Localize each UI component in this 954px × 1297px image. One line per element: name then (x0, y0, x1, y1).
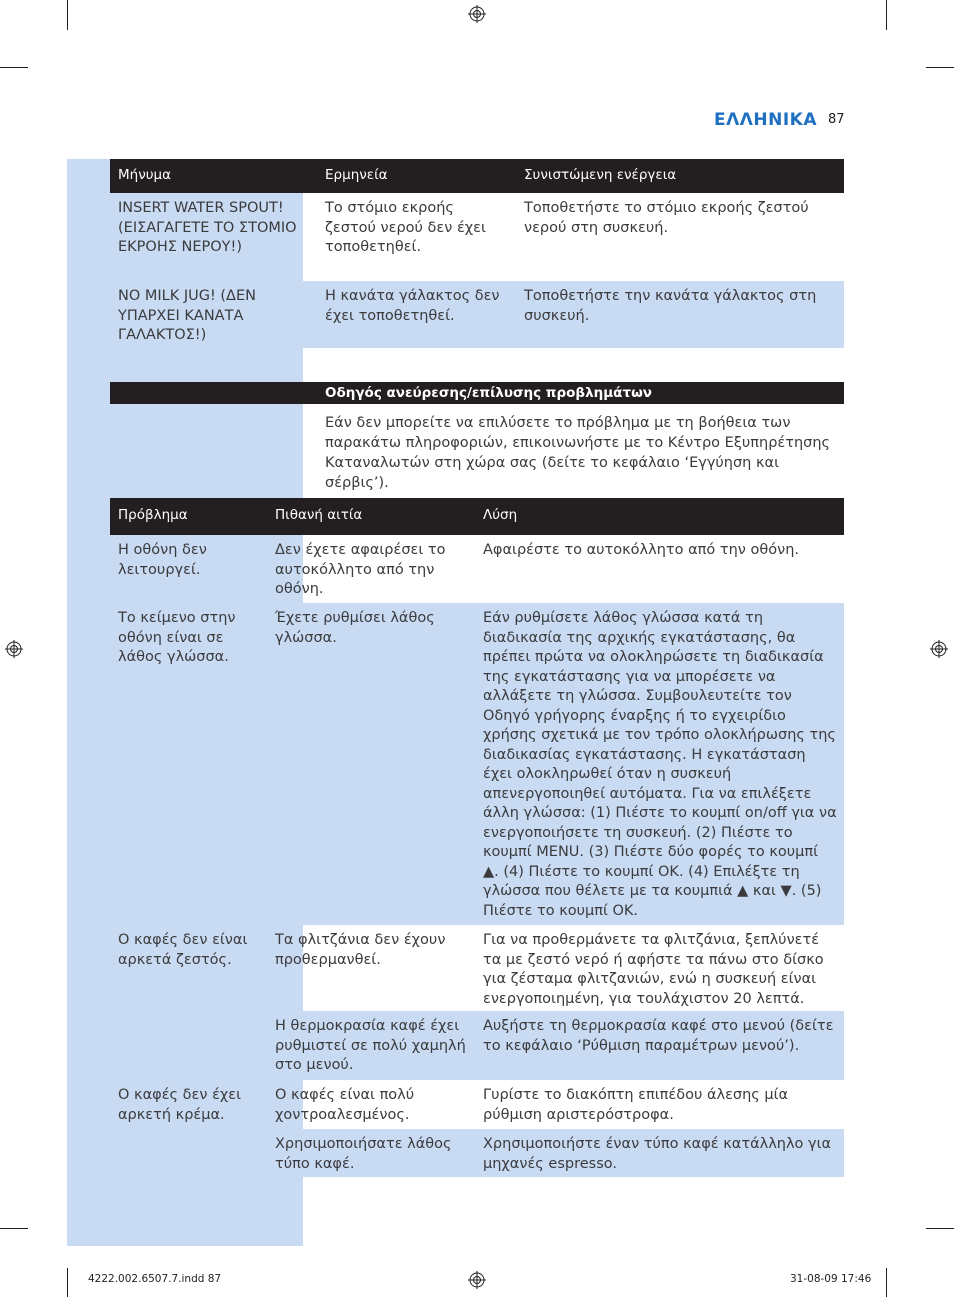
footer-date: 31-08-09 17:46 (790, 1273, 872, 1285)
crop-mark (0, 67, 28, 68)
registration-mark-icon (930, 640, 948, 658)
crop-mark (0, 1228, 28, 1229)
troubleshooting-table (110, 498, 844, 1177)
column-header: Μήνυμα (118, 167, 172, 183)
column-header: Συνιστώμενη ενέργεια (524, 167, 677, 183)
messages-table (110, 159, 844, 348)
message-cell: INSERT WATER SPOUT! (ΕΙΣΑΓΑΓΕΤΕ ΤΟ ΣΤΟΜΙΟ ΕΚΡΟΗΣ ΝΕΡΟΥ!) (118, 200, 297, 255)
cause-cell: Ο καφές είναι πολύ χοντροαλεσμένος. (275, 1087, 415, 1123)
intro-paragraph: Εάν δεν μπορείτε να επιλύσετε το πρόβλημα με τη βοήθεια των παρακάτω πληροφοριών, επικοινωνήστε με το Κέντρο Εξυπηρέτησης Καταναλωτών στη χώρα σας (δείτε το κεφάλαιο ‘Εγγύηση και σέρβις’). (325, 415, 831, 491)
table-header (110, 159, 844, 193)
meaning-cell: Το στόμιο εκροής ζεστού νερού δεν έχει τοποθετηθεί. (325, 200, 486, 255)
table-row (110, 1011, 844, 1080)
cause-cell: Η θερμοκρασία καφέ έχει ρυθμιστεί σε πολύ χαμηλή στο μενού. (275, 1018, 466, 1073)
solution-cell: Για να προθερμάνετε τα φλιτζάνια, ξεπλύνετέ τα με ζεστό νερό ή αφήστε τα πάνω στο δίσκο για ζέσταμα φλιτζανιών, ενώ η συσκευή είναι ενεργοποιημένη, για τουλάχιστον 20 λεπτά. (483, 932, 824, 1007)
section-title: Οδηγός ανεύρεσης/επίλυσης προβλημάτων (325, 385, 652, 401)
column-header: Πρόβλημα (118, 507, 188, 523)
column-header: Ερμηνεία (325, 167, 388, 183)
problem-cell: Η οθόνη δεν λειτουργεί. (118, 542, 207, 578)
cause-cell: Δεν έχετε αφαιρέσει το αυτοκόλλητο από την οθόνη. (275, 542, 446, 597)
table-row (110, 603, 844, 925)
meaning-cell: Η κανάτα γάλακτος δεν έχει τοποθετηθεί. (325, 288, 500, 324)
problem-cell: Ο καφές δεν είναι αρκετά ζεστός. (118, 932, 248, 968)
crop-mark (926, 1228, 954, 1229)
language-heading: ΕΛΛΗΝΙΚΑ (713, 110, 817, 130)
registration-mark-icon (5, 640, 23, 658)
column-header: Πιθανή αιτία (275, 507, 363, 523)
problem-cell: Ο καφές δεν έχει αρκετή κρέμα. (118, 1087, 242, 1123)
page-number: 87 (828, 112, 845, 127)
cause-cell: Χρησιμοποιήσατε λάθος τύπο καφέ. (275, 1136, 452, 1172)
registration-mark-icon (468, 5, 486, 23)
crop-mark (886, 0, 887, 30)
solution-cell: Αυξήστε τη θερμοκρασία καφέ στο μενού (δείτε το κεφάλαιο ‘Ρύθμιση παραμέτρων μενού’). (483, 1018, 834, 1054)
table-row (110, 925, 844, 1011)
crop-mark (67, 1268, 68, 1297)
cause-cell: Τα φλιτζάνια δεν έχουν προθερμανθεί. (275, 932, 446, 968)
table-row (110, 1129, 844, 1177)
crop-mark (67, 0, 68, 30)
solution-cell: Αφαιρέστε το αυτοκόλλητο από την οθόνη. (483, 542, 800, 558)
table-row (110, 1080, 844, 1129)
message-cell: NO MILK JUG! (ΔΕΝ ΥΠΑΡΧΕΙ ΚΑΝΑΤΑ ΓΑΛΑΚΤΟΣ!) (118, 288, 256, 343)
table-row (110, 535, 844, 603)
registration-mark-icon (468, 1271, 486, 1289)
problem-cell: Το κείμενο στην οθόνη είναι σε λάθος γλώσσα. (118, 610, 236, 665)
footer-file-name: 4222.002.6507.7.indd 87 (88, 1273, 222, 1285)
action-cell: Τοποθετήστε το στόμιο εκροής ζεστού νερού στη συσκευή. (524, 200, 809, 236)
table-header (110, 498, 844, 535)
solution-cell: Χρησιμοποιήστε έναν τύπο καφέ κατάλληλο για μηχανές espresso. (483, 1136, 832, 1172)
column-header: Λύση (483, 507, 518, 523)
section-title-bar (110, 382, 844, 404)
solution-cell: Εάν ρυθμίσετε λάθος γλώσσα κατά τη διαδικασία της αρχικής εγκατάστασης, θα πρέπει πρώτα να ολοκληρώσετε τη διαδικασία της εγκατάστασης για να μπορέσετε να αλλάξετε τη γλώσσα. Συμβουλευτείτε τον Οδηγό γρήγορης έναρξης ή το εγχειρίδιο χρήσης σχετικά με τον τρόπο ολοκλήρωσης της διαδικασίας εγκατάστασης. Η εγκατάσταση έχει ολοκληρωθεί όταν η συσκευή απενεργοποιηθεί αυτόματα. Για να επιλέξετε άλλη γλώσσα: (1) Πιέστε το κουμπί on/off για να ενεργοποιήσετε τη συσκευή. (2) Πιέστε το κουμπί MENU. (3) Πιέστε δύο φορές το κουμπί ▲. (4) Πιέστε το κουμπί OK. (4) Επιλέξτε τη γλώσσα που θέλετε με τα κουμπιά ▲ και ▼. (5) Πιέστε το κουμπί OK. (483, 610, 837, 919)
crop-mark (886, 1268, 887, 1297)
table-row (110, 281, 844, 348)
table-row (110, 193, 844, 281)
crop-mark (926, 67, 954, 68)
action-cell: Τοποθετήστε την κανάτα γάλακτος στη συσκευή. (524, 288, 817, 324)
cause-cell: Έχετε ρυθμίσει λάθος γλώσσα. (275, 610, 435, 646)
solution-cell: Γυρίστε το διακόπτη επιπέδου άλεσης μία ρύθμιση αριστερόστροφα. (483, 1087, 789, 1123)
